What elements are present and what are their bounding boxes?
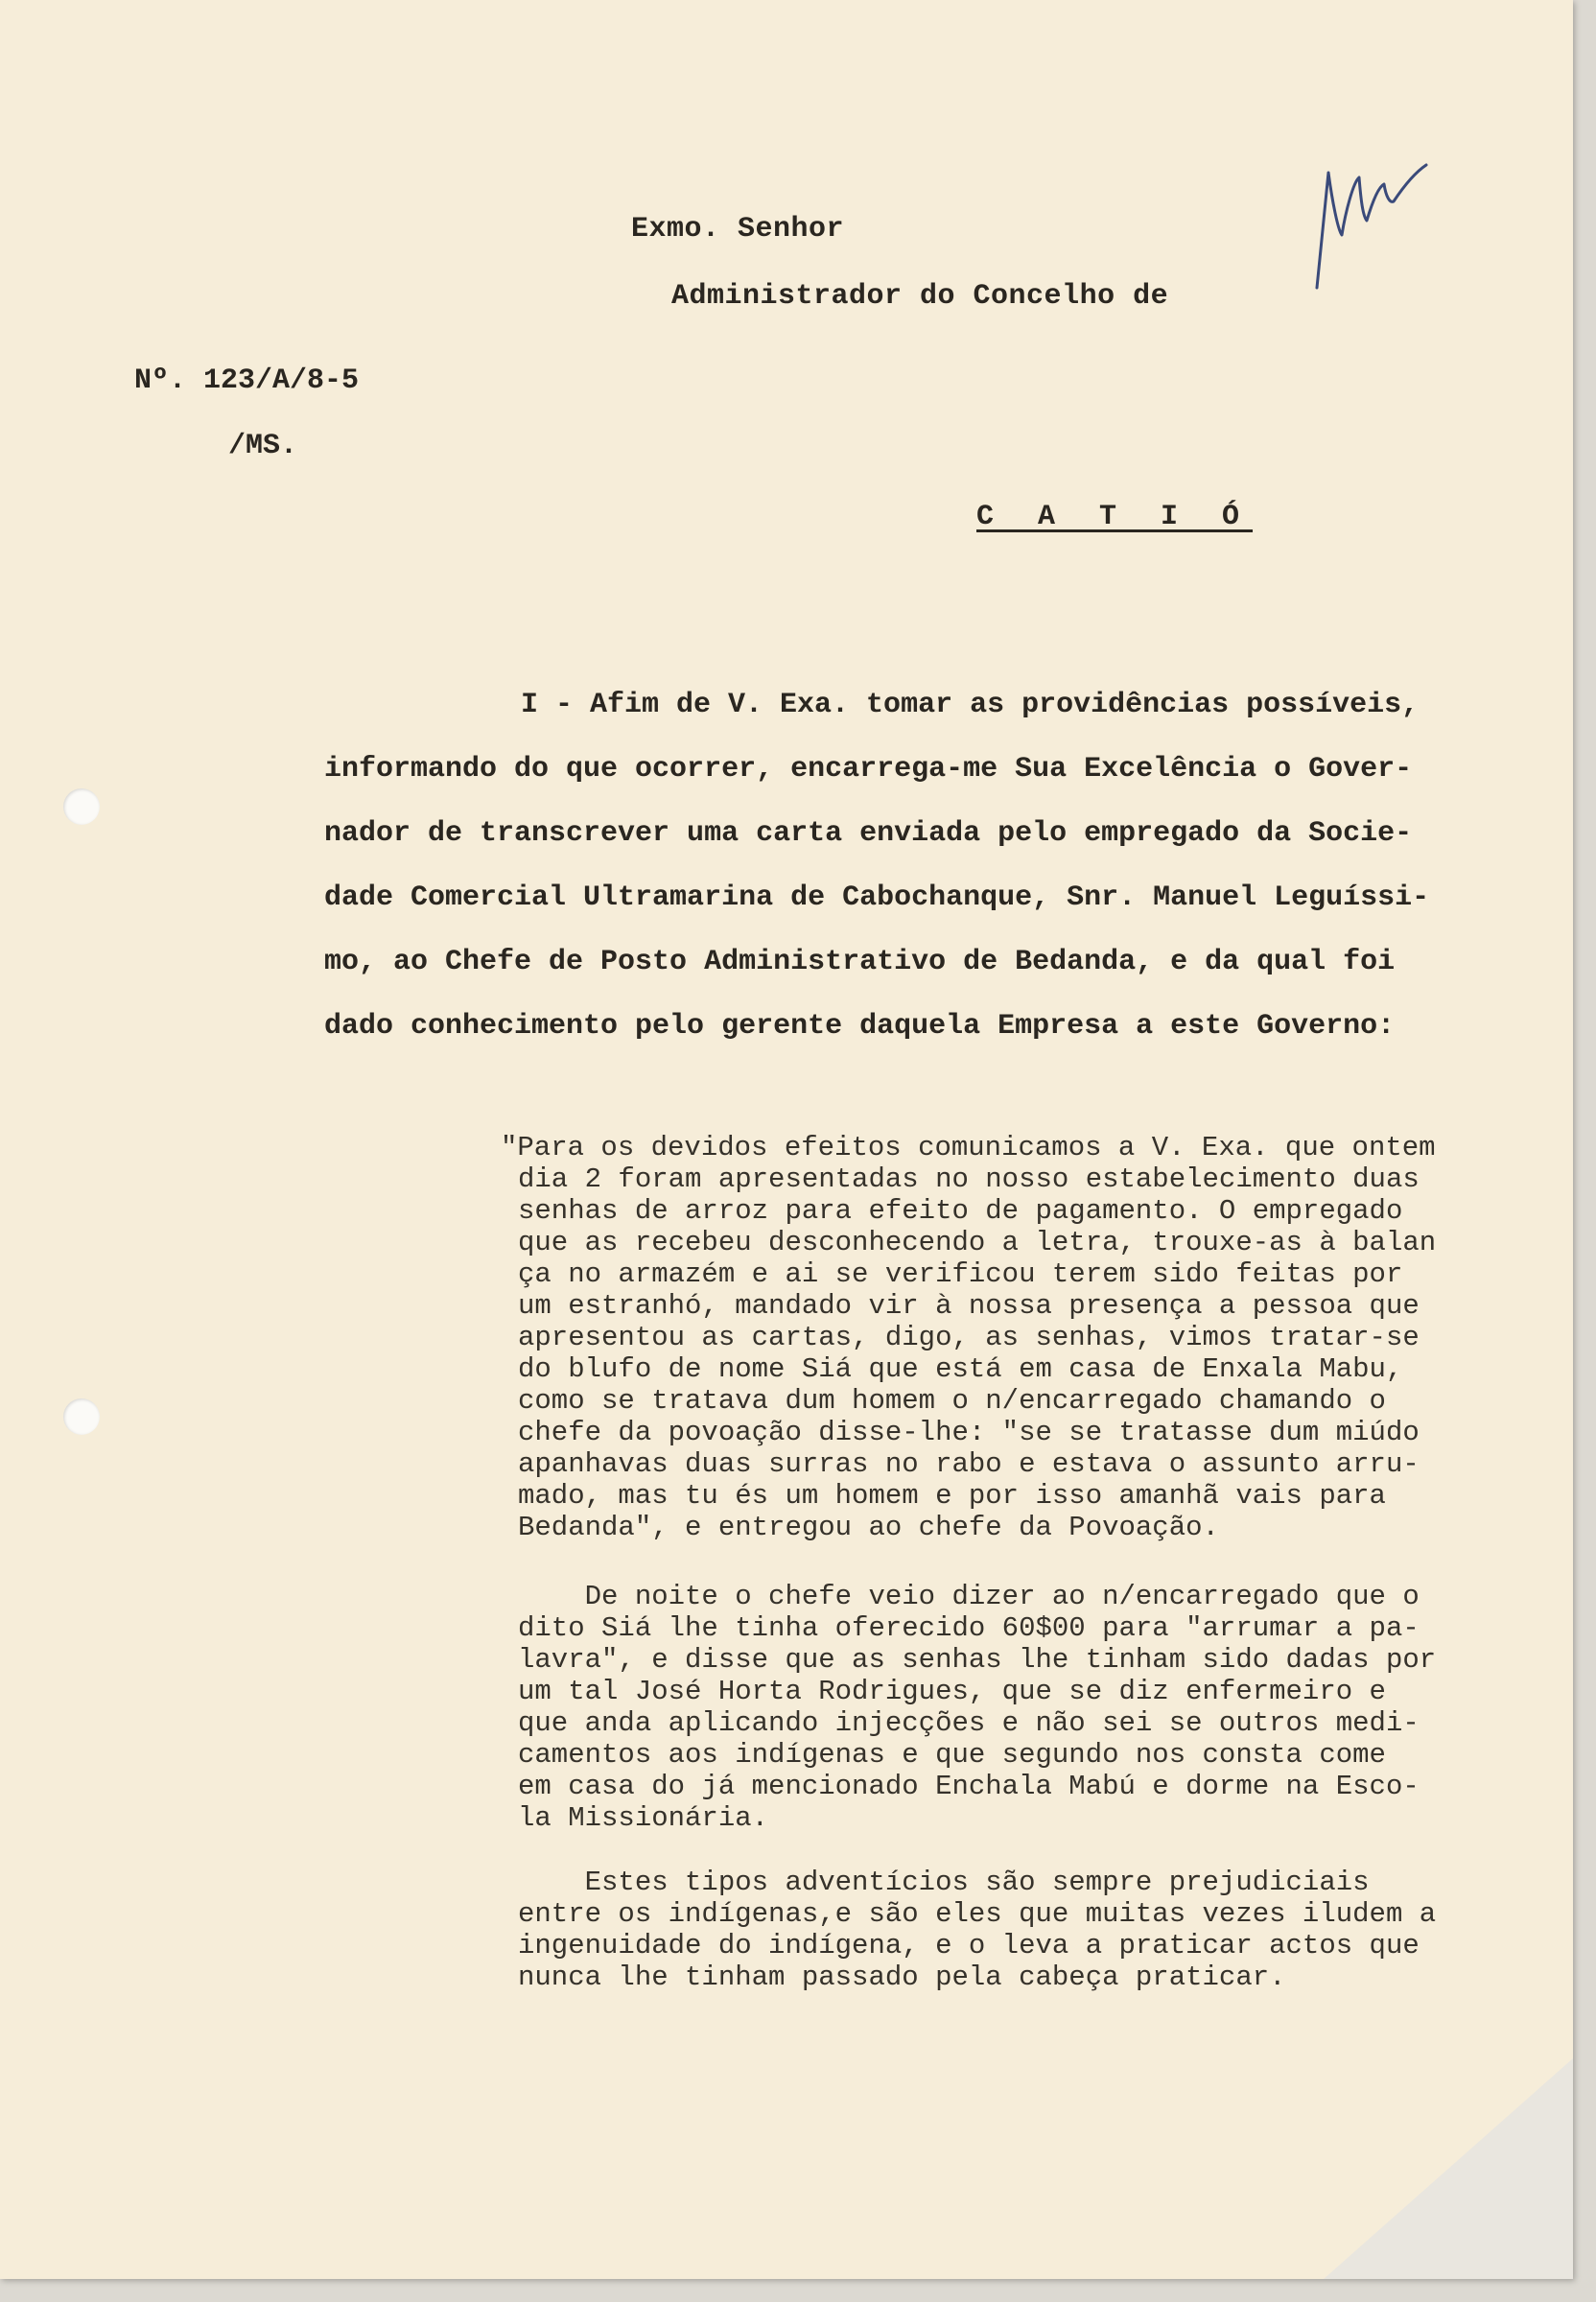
quote-line: do blufo de nome Siá que está em casa de Enxala Mabu, — [518, 1353, 1403, 1385]
quote-paragraph-2 — [501, 1581, 1573, 1834]
quote-line: dito Siá lhe tinha oferecido 60$00 para "arrumar a pa- — [518, 1612, 1420, 1644]
quote-line: que anda aplicando injecções e não sei se outros medi- — [518, 1707, 1420, 1739]
punch-hole-top — [63, 788, 100, 825]
quote-line: "Para os devidos efeitos comunicamos a V. Exa. que ontem — [501, 1132, 1436, 1163]
quote-line: em casa do já mencionado Enchala Mabú e dorme na Esco- — [518, 1771, 1420, 1802]
reference-number: Nº. 123/A/8-5 — [134, 364, 360, 397]
reference-suffix: /MS. — [228, 430, 298, 462]
quote-line: Bedanda", e entregou ao chefe da Povoação. — [518, 1512, 1219, 1543]
punch-hole-bottom — [63, 1398, 100, 1435]
intro-line: nador de transcrever uma carta enviada pelo empregado da Socie- — [324, 817, 1413, 850]
quote-line: apanhavas duas surras no rabo e estava o assunto arru- — [518, 1448, 1420, 1480]
intro-paragraph — [324, 673, 1561, 1059]
intro-line: informando do que ocorrer, encarrega-me Sua Excelência o Gover- — [324, 753, 1413, 786]
handwritten-initials — [1300, 144, 1434, 297]
salutation-line-2: Administrador do Concelho de — [671, 280, 1169, 313]
intro-line: mo, ao Chefe de Posto Administrativo de Bedanda, e da qual foi — [324, 946, 1396, 978]
quote-line: dia 2 foram apresentadas no nosso estabelecimento duas — [518, 1163, 1420, 1195]
quote-paragraph-3 — [501, 1867, 1573, 1993]
quote-line: nunca lhe tinham passado pela cabeça praticar. — [518, 1961, 1286, 1993]
quote-line: senhas de arroz para efeito de pagamento. O empregado — [518, 1195, 1403, 1227]
quote-line: ingenuidade do indígena, e o leva a praticar actos que — [518, 1930, 1420, 1961]
quote-line: um tal José Horta Rodrigues, que se diz enfermeiro e — [518, 1676, 1386, 1707]
quote-line: chefe da povoação disse-lhe: "se se tratasse dum miúdo — [518, 1417, 1420, 1448]
quote-line: Estes tipos adventícios são sempre prejudiciais — [518, 1867, 1370, 1898]
salutation-line-1: Exmo. Senhor — [631, 213, 845, 246]
intro-line: dade Comercial Ultramarina de Cabochanque, Snr. Manuel Leguíssi- — [324, 881, 1430, 914]
quote-line: como se tratava dum homem o n/encarregado chamando o — [518, 1385, 1386, 1417]
quote-line: um estranhó, mandado vir à nossa presença a pessoa que — [518, 1290, 1420, 1322]
quote-line: camentos aos indígenas e que segundo nos consta come — [518, 1739, 1386, 1771]
quote-line: De noite o chefe veio dizer ao n/encarregado que o — [518, 1581, 1420, 1612]
quote-line: la Missionária. — [518, 1802, 769, 1834]
quote-line: lavra", e disse que as senhas lhe tinham sido dadas por — [518, 1644, 1437, 1676]
quote-line: que as recebeu desconhecendo a letra, trouxe-as à balan — [518, 1227, 1437, 1258]
quote-line: entre os indígenas,e são eles que muitas vezes iludem a — [518, 1898, 1437, 1930]
quote-line: ça no armazém e ai se verificou terem sido feitas por — [518, 1258, 1403, 1290]
intro-line: I - Afim de V. Exa. tomar as providências possíveis, — [521, 689, 1420, 721]
quote-paragraph-1 — [501, 1132, 1573, 1543]
quote-line: apresentou as cartas, digo, as senhas, vimos tratar-se — [518, 1322, 1420, 1353]
quote-line: mado, mas tu és um homem e por isso amanhã vais para — [518, 1480, 1386, 1512]
destination-heading: C A T I Ó — [976, 501, 1254, 533]
intro-line: dado conhecimento pelo gerente daquela Empresa a este Governo: — [324, 1010, 1396, 1043]
